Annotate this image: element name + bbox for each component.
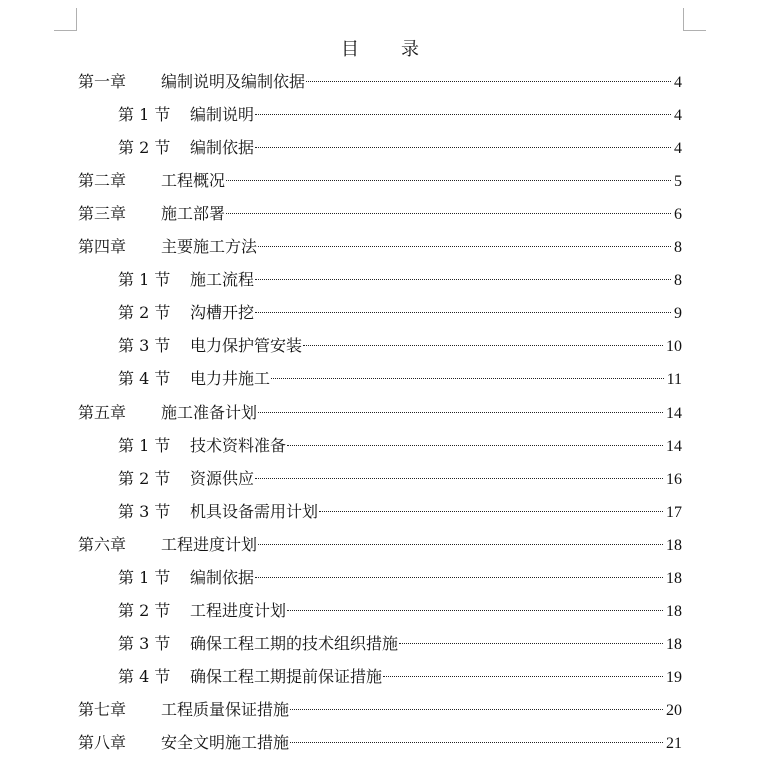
toc-dot-leader: [287, 445, 663, 446]
toc-entry-label: 编制依据: [190, 567, 255, 587]
toc-chapter-entry[interactable]: [78, 197, 682, 230]
toc-section-entry[interactable]: [118, 660, 682, 693]
toc-entry-label: 编制依据: [190, 138, 255, 158]
toc-entry-label: 确保工程工期的技术组织措施: [190, 633, 399, 653]
toc-entry-label: 工程概况: [161, 171, 226, 191]
toc-dot-leader: [255, 312, 671, 313]
toc-dot-leader: [255, 577, 663, 578]
toc-entry-number: 第三章: [78, 204, 127, 224]
toc-section-entry[interactable]: [118, 561, 682, 594]
toc-entry-number: 第 3 节: [118, 336, 171, 356]
toc-entry-number: 第 2 节: [118, 138, 171, 158]
toc-entry-label: 沟槽开挖: [190, 303, 255, 323]
toc-dot-leader: [303, 345, 663, 346]
toc-entry-number: 第一章: [78, 72, 127, 91]
toc-entry-number: 第 4 节: [118, 369, 171, 389]
toc-chapter-entry[interactable]: [78, 65, 682, 98]
toc-dot-leader: [258, 246, 671, 247]
toc-entry-number: 第 2 节: [118, 468, 171, 488]
toc-dot-leader: [306, 81, 671, 82]
toc-section-entry[interactable]: [118, 462, 682, 495]
toc-dot-leader: [399, 643, 663, 644]
toc-entry-page-number: 18: [666, 602, 682, 620]
toc-entry-number: 第 1 节: [118, 105, 171, 125]
toc-dot-leader: [383, 676, 663, 677]
toc-entry-label: 编制说明及编制依据: [161, 72, 306, 91]
toc-entry-page-number: 18: [666, 569, 682, 587]
toc-dot-leader: [287, 610, 663, 611]
toc-dot-leader: [319, 511, 663, 512]
toc-entry-label: 施工准备计划: [161, 402, 258, 422]
toc-entry-page-number: 8: [674, 272, 682, 290]
toc-dot-leader: [255, 147, 671, 148]
toc-entry-page-number: 21: [666, 735, 682, 752]
toc-dot-leader: [258, 544, 663, 545]
toc-entry-label: 施工流程: [190, 270, 255, 290]
toc-entry-number: 第 2 节: [118, 303, 171, 323]
toc-entry-label: 机具设备需用计划: [190, 501, 319, 521]
toc-section-entry[interactable]: [118, 594, 682, 627]
toc-entry-page-number: 11: [666, 371, 682, 389]
page-corner-mark-left: [54, 8, 77, 31]
toc-section-entry[interactable]: [118, 263, 682, 296]
toc-entry-page-number: 19: [666, 668, 682, 686]
toc-dot-leader: [290, 742, 663, 743]
toc-dot-leader: [271, 378, 664, 379]
toc-entry-number: 第七章: [78, 699, 127, 719]
toc-entry-page-number: 6: [674, 206, 682, 224]
toc-dot-leader: [255, 114, 671, 115]
toc-entry-label: 安全文明施工措施: [161, 733, 290, 752]
toc-entry-number: 第 3 节: [118, 633, 171, 653]
toc-chapter-entry[interactable]: [78, 164, 682, 197]
toc-section-entry[interactable]: [118, 627, 682, 660]
toc-entry-label: 工程进度计划: [190, 600, 287, 620]
toc-dot-leader: [255, 279, 671, 280]
toc-dot-leader: [226, 180, 671, 181]
toc-section-entry[interactable]: [118, 429, 682, 462]
toc-entry-page-number: 8: [674, 239, 682, 257]
toc-section-entry[interactable]: [118, 362, 682, 395]
toc-entry-number: 第 3 节: [118, 501, 171, 521]
toc-dot-leader: [255, 478, 663, 479]
toc-entry-page-number: 18: [666, 635, 682, 653]
toc-entry-label: 电力保护管安装: [190, 336, 303, 356]
toc-entry-number: 第 1 节: [118, 270, 171, 290]
toc-entry-number: 第 4 节: [118, 666, 171, 686]
toc-entry-number: 第八章: [78, 733, 127, 752]
toc-section-entry[interactable]: [118, 296, 682, 329]
toc-chapter-entry[interactable]: [78, 726, 682, 759]
toc-section-entry[interactable]: [118, 495, 682, 528]
toc-chapter-entry[interactable]: [78, 693, 682, 726]
toc-entry-label: 电力井施工: [190, 369, 271, 389]
toc-entry-label: 工程质量保证措施: [161, 699, 290, 719]
toc-dot-leader: [290, 709, 663, 710]
toc-entry-page-number: 14: [666, 404, 682, 422]
toc-chapter-entry[interactable]: [78, 230, 682, 263]
toc-entry-page-number: 4: [674, 107, 682, 125]
toc-entry-number: 第 1 节: [118, 567, 171, 587]
toc-entry-label: 编制说明: [190, 105, 255, 125]
toc-entry-label: 确保工程工期提前保证措施: [190, 666, 383, 686]
toc-title: 目 录: [341, 39, 431, 60]
toc-chapter-entry[interactable]: [78, 528, 682, 561]
toc-section-entry[interactable]: [118, 98, 682, 131]
toc-entry-page-number: 4: [674, 74, 682, 91]
toc-entry-number: 第 2 节: [118, 600, 171, 620]
toc-dot-leader: [258, 412, 663, 413]
toc-dot-leader: [226, 213, 671, 214]
toc-entry-page-number: 9: [674, 305, 682, 323]
toc-section-entry[interactable]: [118, 329, 682, 362]
toc-entry-label: 工程进度计划: [161, 534, 258, 554]
toc-entry-page-number: 10: [666, 338, 682, 356]
toc-entry-label: 施工部署: [161, 204, 226, 224]
toc-entry-page-number: 17: [666, 503, 682, 521]
toc-entry-page-number: 20: [666, 701, 682, 719]
toc-entry-page-number: 4: [674, 140, 682, 158]
toc-entry-page-number: 5: [674, 173, 682, 191]
toc-entry-label: 主要施工方法: [161, 237, 258, 257]
toc-entry-label: 技术资料准备: [190, 435, 287, 455]
toc-entry-number: 第 1 节: [118, 435, 171, 455]
page-corner-mark-right: [683, 8, 706, 31]
toc-entry-number: 第二章: [78, 171, 127, 191]
toc-entry-number: 第五章: [78, 402, 127, 422]
toc-entry-number: 第四章: [78, 237, 127, 257]
toc-section-entry[interactable]: [118, 131, 682, 164]
toc-entry-number: 第六章: [78, 534, 127, 554]
toc-chapter-entry[interactable]: [78, 396, 682, 429]
toc-entry-page-number: 14: [666, 437, 682, 455]
toc-entry-page-number: 18: [666, 536, 682, 554]
toc-entry-label: 资源供应: [190, 468, 255, 488]
toc-entry-page-number: 16: [666, 470, 682, 488]
